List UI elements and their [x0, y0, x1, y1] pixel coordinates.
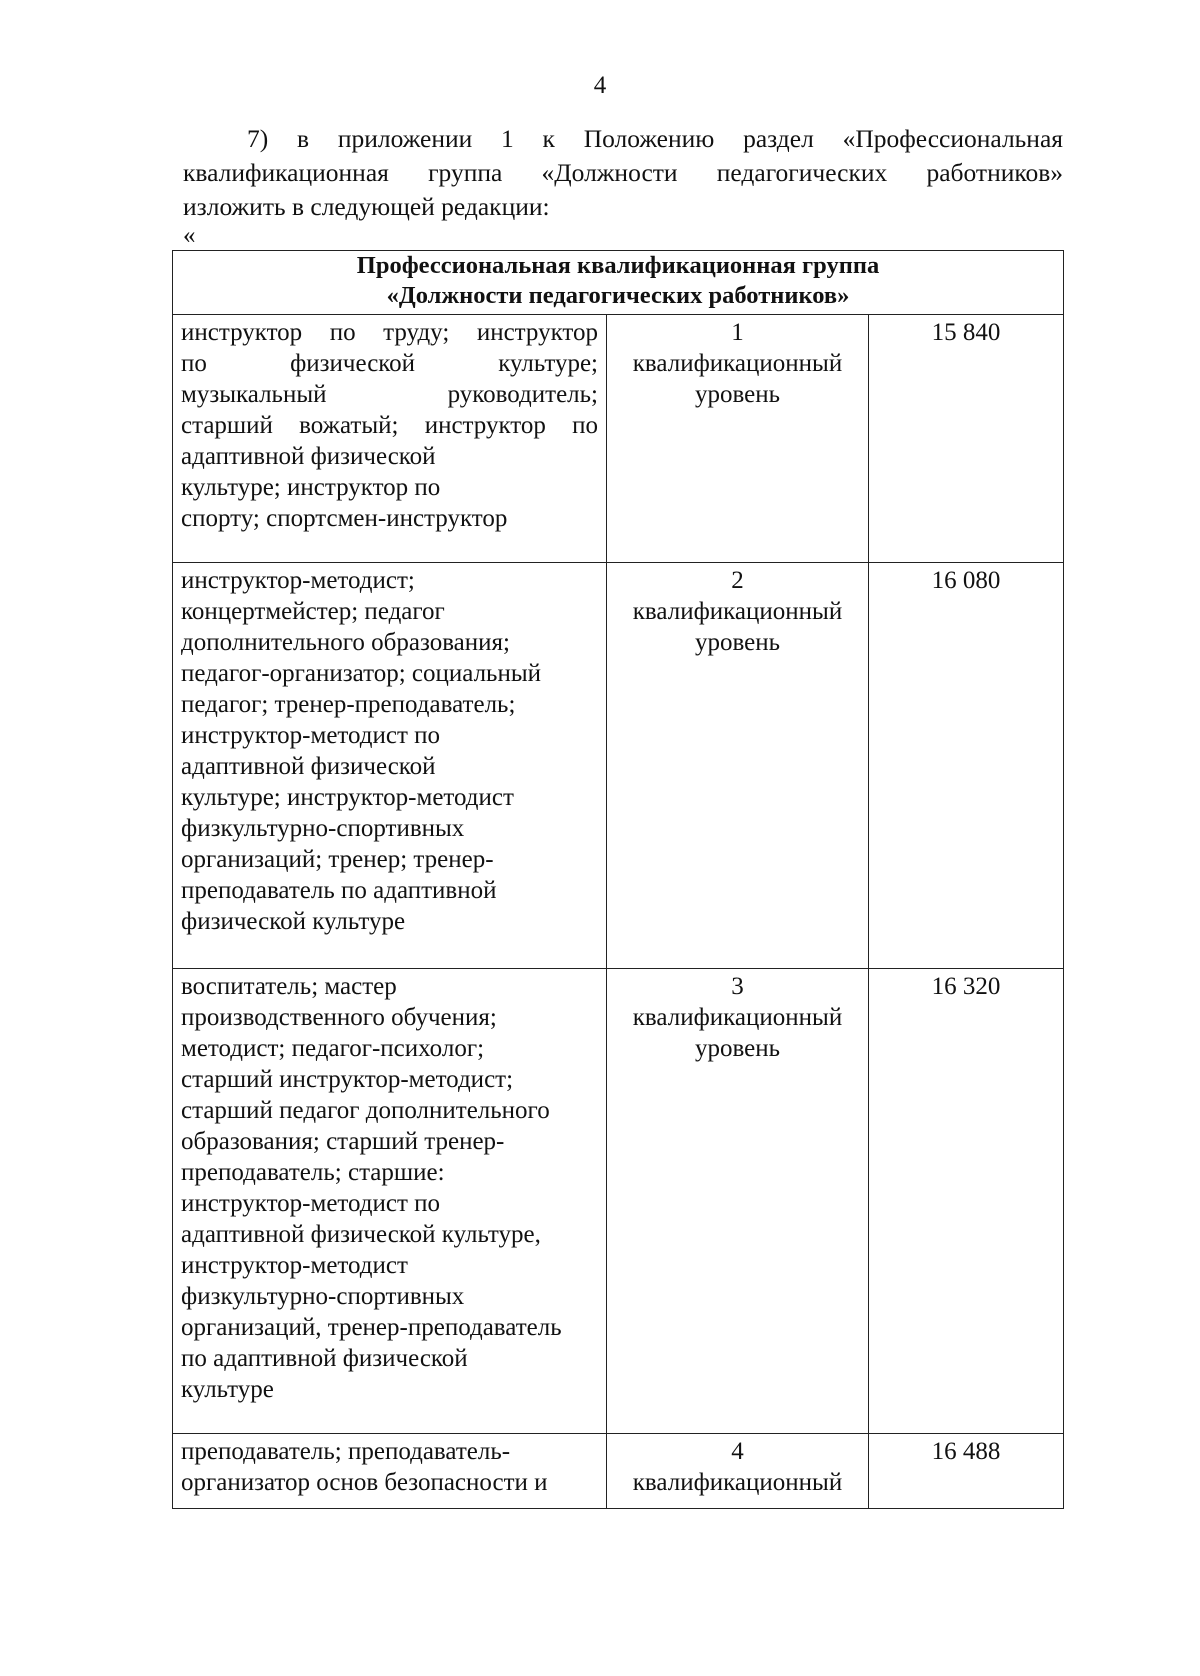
opening-quote-mark: « [183, 222, 196, 249]
table-header-line: «Должности педагогических работников» [386, 282, 850, 309]
position-line: воспитатель; мастер [181, 973, 397, 1000]
position-line: адаптивной физической [181, 443, 436, 470]
position-line: старший вожатый; инструктор по [181, 412, 598, 439]
level-number: 1 [731, 319, 744, 346]
position-line: организаций, тренер-преподаватель [181, 1314, 562, 1341]
position-line: концертмейстер; педагог [181, 598, 445, 625]
level-number: 2 [731, 567, 744, 594]
table-row [173, 1434, 1064, 1509]
salary-value: 15 840 [931, 319, 1001, 346]
position-line: производственного обучения; [181, 1004, 497, 1031]
position-line: старший педагог дополнительного [181, 1097, 550, 1124]
position-line: образования; старший тренер- [181, 1128, 505, 1155]
level-word: уровень [694, 1035, 781, 1062]
intro-line: 7) в приложении 1 к Положению раздел «Профессиональная [247, 124, 1063, 153]
position-line: преподаватель по адаптивной [181, 877, 497, 904]
position-line: спорту; спортсмен-инструктор [181, 505, 508, 532]
position-line: инструктор-методист по [181, 722, 441, 749]
position-line: старший инструктор-методист; [181, 1066, 514, 1093]
table-header-cell [173, 251, 1064, 315]
level-number: 4 [731, 1438, 744, 1465]
level-word: уровень [694, 381, 781, 408]
position-line: педагог; тренер-преподаватель; [181, 691, 516, 718]
position-line: музыкальный руководитель; [181, 381, 598, 408]
position-line: методист; педагог-психолог; [181, 1035, 485, 1062]
position-line: преподаватель; преподаватель- [181, 1438, 511, 1465]
positions-cell [173, 315, 607, 563]
positions-cell [173, 563, 607, 969]
salary-cell [869, 969, 1064, 1434]
level-cell [607, 969, 869, 1434]
table-header-row [173, 251, 1064, 315]
position-line: педагог-организатор; социальный [181, 660, 541, 687]
position-line: физкультурно-спортивных [181, 815, 465, 842]
position-line: адаптивной физической [181, 753, 436, 780]
position-line: культуре [181, 1376, 274, 1403]
table-row [173, 315, 1064, 563]
salary-cell [869, 563, 1064, 969]
salary-cell [869, 1434, 1064, 1509]
level-word: квалификационный [632, 598, 843, 625]
level-cell [607, 1434, 869, 1509]
position-line: культуре; инструктор по [181, 474, 441, 501]
position-line: инструктор-методист [181, 1252, 408, 1279]
salary-value: 16 320 [931, 973, 1001, 1000]
position-line: по адаптивной физической [181, 1345, 468, 1372]
level-cell [607, 563, 869, 969]
level-word: уровень [694, 629, 781, 656]
table-row [173, 969, 1064, 1434]
position-line: физической культуре [181, 908, 406, 935]
position-line: физкультурно-спортивных [181, 1283, 465, 1310]
intro-paragraph [183, 122, 1063, 248]
position-line: преподаватель; старшие: [181, 1159, 445, 1186]
position-line: дополнительного образования; [181, 629, 510, 656]
position-line: организаций; тренер; тренер- [181, 846, 494, 873]
position-line: культуре; инструктор-методист [181, 784, 514, 811]
level-number: 3 [731, 973, 744, 1000]
qualification-group-table [172, 250, 1064, 1509]
position-line: инструктор по труду; инструктор [181, 319, 598, 346]
position-line: по физической культуре; [181, 350, 598, 377]
position-line: инструктор-методист по [181, 1190, 441, 1217]
level-word: квалификационный [632, 1469, 843, 1496]
position-line: инструктор-методист; [181, 567, 415, 594]
page-number: 4 [593, 72, 607, 99]
salary-cell [869, 315, 1064, 563]
salary-value: 16 488 [931, 1438, 1001, 1465]
positions-cell [173, 969, 607, 1434]
position-line: адаптивной физической культуре, [181, 1221, 541, 1248]
salary-value: 16 080 [931, 567, 1001, 594]
positions-cell [173, 1434, 607, 1509]
level-cell [607, 315, 869, 563]
table-header-line: Профессиональная квалификационная группа [356, 252, 880, 279]
level-word: квалификационный [632, 350, 843, 377]
level-word: квалификационный [632, 1004, 843, 1031]
intro-line: квалификационная группа «Должности педагогических работников» [183, 158, 1063, 187]
position-line: организатор основ безопасности и [181, 1469, 548, 1496]
table-row [173, 563, 1064, 969]
intro-line: изложить в следующей редакции: [183, 192, 550, 221]
